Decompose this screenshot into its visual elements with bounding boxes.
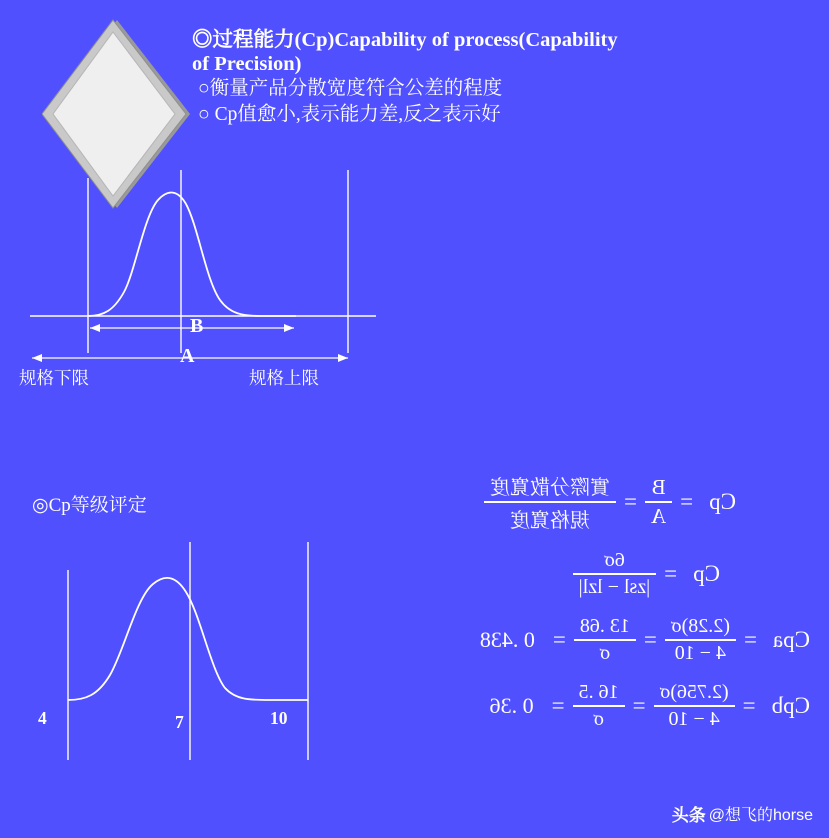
formula-equals-5: = [643, 627, 657, 652]
header-sub2-row [192, 102, 822, 127]
header-title-line2: of Precision) [192, 53, 302, 76]
formula-equals-4: = [743, 627, 757, 652]
fraction-numerator-cpa-2: 13 .68 [579, 615, 630, 637]
formula-lhs-cpb: Cpb [771, 693, 810, 718]
watermark [672, 801, 813, 826]
header-block [192, 28, 822, 127]
formula-row-cp-ratio [360, 470, 736, 534]
formula-equals-1: = [680, 489, 694, 514]
fraction-cpb-second [573, 680, 625, 732]
formula-row-cpa [360, 614, 810, 666]
formula-row-cpb [360, 680, 810, 732]
formula-equals-8: = [632, 693, 646, 718]
header-sub1: 衡量产品分散宽度符合公差的程度 [209, 78, 503, 100]
span-label-a: A [180, 345, 195, 367]
fraction-width-ratio [484, 470, 616, 534]
bell-curve-chart-1 [18, 168, 388, 398]
tick-label-7: 7 [175, 712, 184, 732]
spec-lower-limit-label: 规格下限 [19, 368, 89, 388]
header-title-line1: 过程能力(Cp)Capability of process(Capability [212, 29, 618, 51]
cp-grade-title [32, 490, 147, 517]
fraction-numerator-b: B [651, 475, 666, 499]
fraction-numerator-cpb-2: 16 .5 [578, 681, 619, 703]
formula-result-cpb: 0 .36 [489, 693, 534, 718]
fraction-sigma-tolerance [573, 548, 657, 600]
bullet-hollow-icon-1: ○ [198, 78, 210, 100]
toutiao-logo: 头条 [671, 806, 706, 825]
formula-equals-7: = [742, 693, 756, 718]
formula-lhs-cp-2: Cp [693, 561, 720, 586]
bullet-hollow-icon-2: ○ [198, 103, 210, 125]
fraction-numerator-actual-spread: 實際分散寬度 [490, 477, 611, 499]
formula-block [360, 470, 810, 790]
header-sub2: Cp值愈小,表示能力差,反之表示好 [214, 103, 501, 125]
fraction-cpa-second [574, 614, 636, 666]
formula-lhs-cpa: Cpa [772, 627, 810, 652]
cp-grade-title-text: Cp等级评定 [48, 495, 147, 516]
span-label-b: B [190, 315, 204, 337]
watermark-handle: @想飞的horse [708, 807, 813, 824]
fraction-numerator-cpb-1: (2.756)σ [659, 681, 729, 703]
fraction-denominator-cpb-1: 4 − 10 [668, 708, 720, 730]
spec-upper-limit-label: 规格上限 [249, 368, 319, 388]
tick-label-10: 10 [270, 708, 288, 728]
formula-equals-3: = [664, 561, 678, 586]
fraction-numerator-6sigma: 6σ [604, 549, 625, 571]
bell-curve-chart-2 [8, 530, 358, 775]
formula-result-cpa: 0 .438 [479, 627, 535, 652]
header-title [192, 28, 822, 52]
formula-row-cp-sigma [360, 548, 720, 600]
tick-label-4: 4 [38, 708, 47, 728]
bullet-filled-icon-2: ◎ [32, 495, 49, 516]
header-title-line2-row [192, 52, 822, 76]
fraction-b-over-a [645, 474, 672, 530]
fraction-numerator-cpa-1: (2.28)σ [670, 615, 730, 637]
formula-equals-2: = [624, 489, 637, 514]
fraction-cpa-first [665, 614, 736, 666]
fraction-denominator-tolerance: |zsl − lzl| [578, 576, 651, 598]
formula-equals-6: = [552, 627, 566, 652]
bullet-filled-icon: ◎ [192, 29, 213, 51]
fraction-denominator-cpa-2: σ [599, 642, 611, 664]
fraction-denominator-cpb-2: σ [593, 708, 604, 730]
formula-lhs-cp: Cp [709, 489, 736, 514]
fraction-cpb-first [654, 680, 735, 732]
fraction-denominator-a: A [651, 504, 667, 528]
fraction-denominator-spec-width: 規格寬度 [510, 510, 591, 532]
fraction-denominator-cpa-1: 4 − 10 [674, 642, 727, 664]
formula-equals-9: = [551, 693, 565, 718]
header-sub1-row [192, 76, 822, 101]
